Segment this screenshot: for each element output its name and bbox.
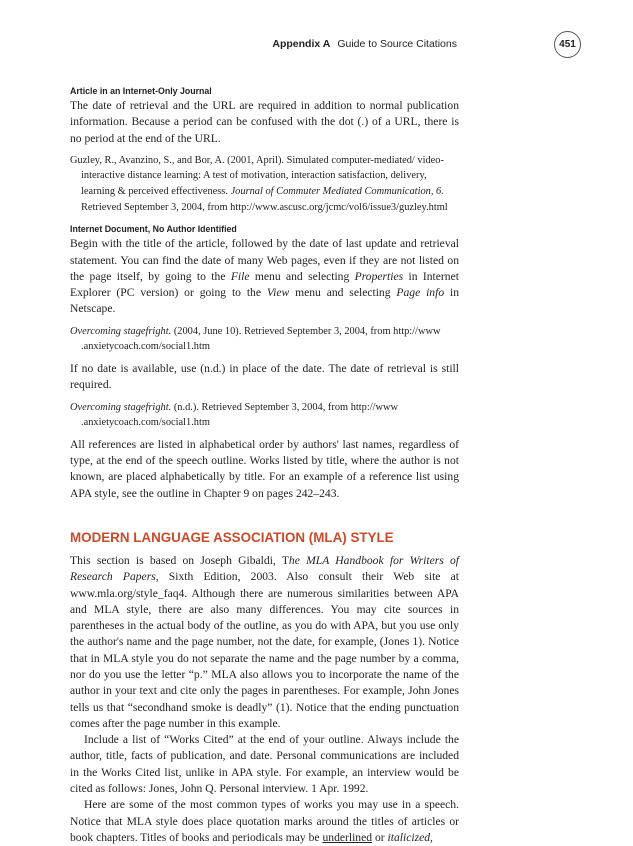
italicized-term: italicized,	[387, 830, 433, 844]
chapter-title: Guide to Source Citations	[337, 38, 457, 50]
ref-stagefright-2-rest: (n.d.). Retrieved September 3, 2004, from http://www .anxietycoach.com/social1.htm	[81, 401, 399, 429]
no-author-text-4: menu and selecting	[295, 286, 391, 300]
view-menu-term: View	[266, 286, 290, 300]
file-menu-term: File	[230, 269, 250, 283]
mla-p3-or: or	[374, 830, 385, 844]
ref-guzley-journal: Journal of Commuter Mediated Communication, 6.	[230, 186, 444, 198]
page-number: 451	[554, 31, 581, 58]
ref-guzley-retrieval: Retrieved September 3, 2004, from http://www.ascusc.org/jcmc/vol6/issue3/guzley.html	[81, 201, 448, 213]
properties-term: Properties	[354, 269, 404, 283]
ref-stagefright-2-title: Overcoming stagefright.	[70, 401, 172, 413]
appendix-label: Appendix A	[272, 38, 331, 50]
ref-guzley-text: Guzley, R., Avanzino, S., and Bor, A. (2001, April). Simulated computer-mediated/ video-interactive distance learning: A test of motivation, interaction satisfaction, delivery, learning & perceived effectiveness.	[70, 154, 444, 198]
mla-paragraph-1	[70, 553, 459, 732]
no-author-text-1: Begin with the title of the article, followed by the date of last update and retrieval statement. You can find the date of many Web pages, even if they are not listed on the page itself, by going to the	[70, 237, 459, 283]
page-body	[70, 86, 459, 846]
ref-stagefright-1-rest: (2004, June 10). Retrieved September 3, 2004, from http://www .anxietycoach.com/social1.htm	[81, 325, 441, 353]
no-author-paragraph	[70, 236, 459, 317]
mla-p1-text-a: This section is based on Joseph Gibaldi, T	[70, 553, 289, 567]
reference-order-paragraph: All references are listed in alphabetical order by authors' last names, regardless of type, at the end of the speech outline. Works listed by title, where the author is not known, are placed alphabetically by title. For an example of a reference list using APA style, see the outline in Chapter 9 on pages 242–243.	[70, 437, 459, 500]
page-info-term: Page info	[396, 286, 445, 300]
ref-stagefright-1-title: Overcoming stagefright.	[70, 325, 172, 337]
subheading-no-author: Internet Document, No Author Identified	[70, 224, 237, 235]
underlined-term: underlined	[322, 830, 373, 844]
mla-handbook-title: he MLA Handbook for Writers of Research Papers,	[70, 553, 459, 584]
reference-stagefright-2	[70, 400, 459, 431]
mla-p3-text: Here are some of the most common types of works you may use in a speech. Notice that MLA style does place quotation marks around the titles of articles or book chapters. Titles of books and periodicals may be	[70, 798, 459, 844]
subheading-internet-journal: Article in an Internet-Only Journal	[70, 86, 212, 96]
no-date-paragraph: If no date is available, use (n.d.) in place of the date. The date of retrieval is still required.	[70, 361, 459, 392]
reference-stagefright-1	[70, 324, 459, 355]
mla-paragraph-3	[70, 797, 459, 846]
no-author-text-2: menu and selecting	[254, 269, 350, 283]
running-header	[272, 38, 457, 50]
reference-guzley	[70, 153, 459, 215]
mla-paragraph-2: Include a list of “Works Cited” at the end of your outline. Always include the author, title, facts of publication, and date. Personal communications are included in the Works Cited list, unlike in APA style. For example, an interview would be cited as follows: Jones, John Q. Personal interview. 1 Apr. 1992.	[70, 733, 459, 796]
mla-p1-text-b: Sixth Edition, 2003. Also consult their Web site at www.mla.org/style_faq4. Although there are numerous similarities between APA and MLA style, there are also many differences. You may cite sources in parentheses in the actual body of the outline, as you do with APA, but you use only the author's name and the page number, not the date, for example, (Jones 1). Notice that in MLA style you do not separate the name and the page number by a comma, nor do you use the letter “p.” MLA also allows you to incorporate the name of the author in your text and cite only the pages in parentheses. For example, John Jones tells us that “secondhand smoke is deadly” (1). Notice that the ending punctuation comes after the page number in this example.	[70, 570, 459, 730]
no-author-text-3: in Internet Explorer (PC version) or going to the	[70, 269, 459, 300]
no-author-text-5: in Netscape.	[70, 286, 460, 316]
internet-journal-paragraph: The date of retrieval and the URL are required in addition to normal publication information. Because a period can be confused with the dot (.) of a URL, there is no period at the end of the URL.	[70, 99, 459, 145]
mla-section-title: MODERN LANGUAGE ASSOCIATION (MLA) STYLE	[70, 529, 394, 545]
